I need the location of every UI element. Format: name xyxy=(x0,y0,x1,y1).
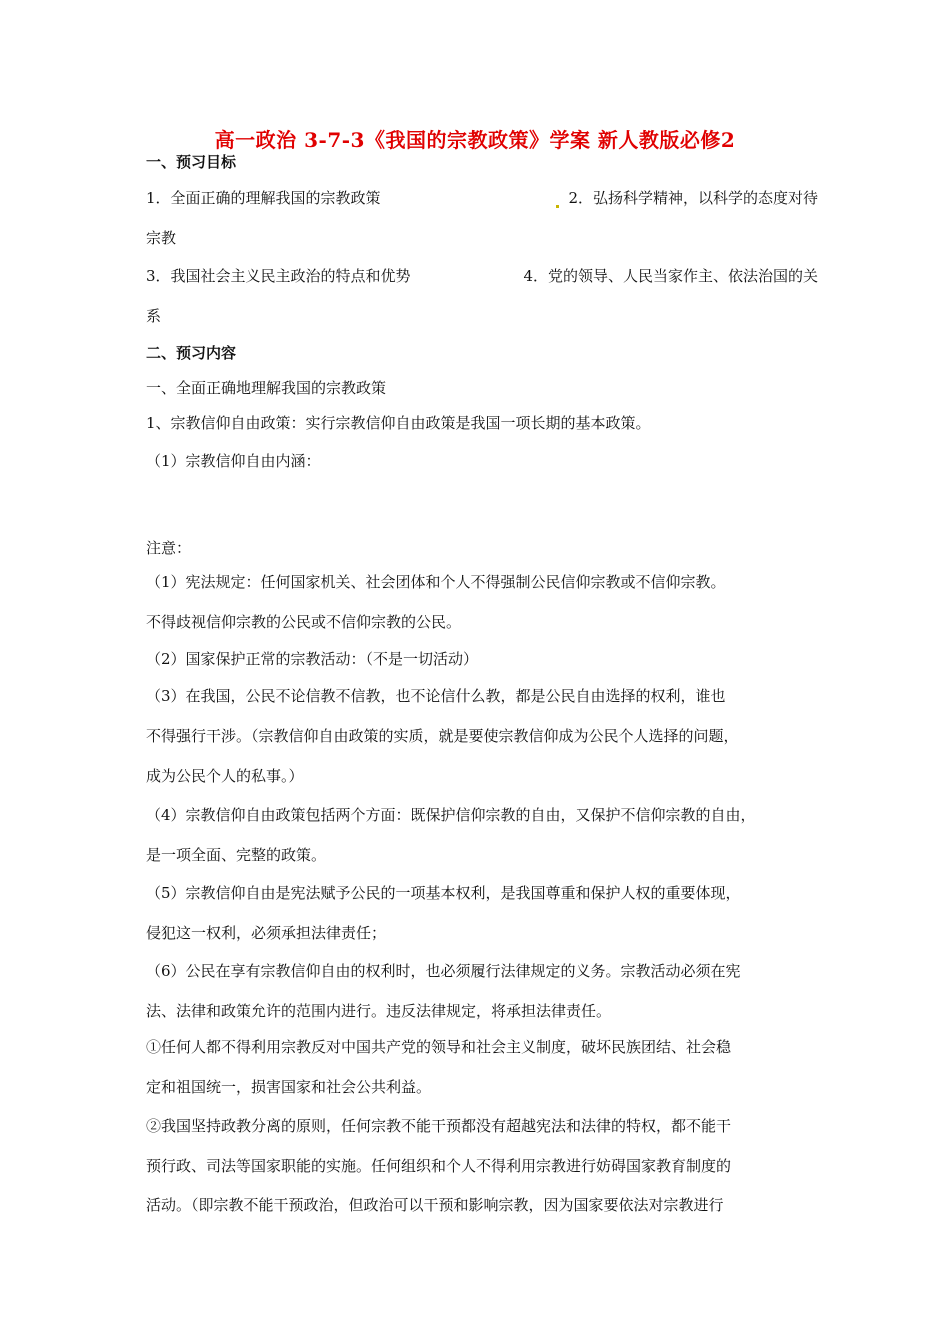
clause-2c: 活动。（即宗教不能干预政治，但政治可以干预和影响宗教，因为国家要依法对宗教进行 xyxy=(146,1196,724,1214)
goal-2-continued: 宗教 xyxy=(146,229,177,247)
clause-1a: ①任何人都不得利用宗教反对中国共产党的领导和社会主义制度，破坏民族团结、社会稳 xyxy=(146,1038,732,1056)
note-2: （2）国家保护正常的宗教活动：（不是一切活动） xyxy=(146,650,479,668)
note-6b: 法、法律和政策允许的范围内进行。违反法律规定，将承担法律责任。 xyxy=(146,1002,612,1020)
goal-1: 1．全面正确的理解我国的宗教政策 xyxy=(146,189,381,207)
clause-2b: 预行政、司法等国家职能的实施。任何组织和个人不得利用宗教进行妨碍国家教育制度的 xyxy=(146,1157,732,1175)
note-5b: 侵犯这一权利，必须承担法律责任； xyxy=(146,924,387,942)
clause-2a: ②我国坚持政教分离的原则，任何宗教不能干预都没有超越宪法和法律的特权，都不能干 xyxy=(146,1117,732,1135)
note-3c: 成为公民个人的私事。） xyxy=(146,767,304,785)
section-heading-content: 二、预习内容 xyxy=(146,344,237,362)
note-4b: 是一项全面、完整的政策。 xyxy=(146,846,327,864)
note-1b: 不得歧视信仰宗教的公民或不信仰宗教的公民。 xyxy=(146,613,462,631)
clause-1b: 定和祖国统一，损害国家和社会公共利益。 xyxy=(146,1078,432,1096)
note-3a: （3）在我国，公民不论信教不信教，也不论信什么教，都是公民自由选择的权利，谁也 xyxy=(146,687,726,705)
goal-3: 3．我国社会主义民主政治的特点和优势 xyxy=(146,267,411,285)
paragraph-meaning: （1）宗教信仰自由内涵： xyxy=(146,452,321,470)
goal-4-continued: 系 xyxy=(146,307,162,325)
goal-2: 2．弘扬科学精神，以科学的态度对待 xyxy=(568,189,818,207)
goal-4: 4．党的领导、人民当家作主、依法治国的关 xyxy=(523,267,818,285)
goals-row-2 xyxy=(146,266,818,286)
note-4a: （4）宗教信仰自由政策包括两个方面：既保护信仰宗教的自由，又保护不信仰宗教的自由， xyxy=(146,806,756,824)
section-heading-goals: 一、预习目标 xyxy=(146,153,237,171)
paragraph-policy: 1、宗教信仰自由政策：实行宗教信仰自由政策是我国一项长期的基本政策。 xyxy=(146,414,651,432)
note-1a: （1）宪法规定：任何国家机关、社会团体和个人不得强制公民信仰宗教或不信仰宗教。 xyxy=(146,573,726,591)
document-title: 高一政治 3-7-3《我国的宗教政策》学案 新人教版必修2 xyxy=(214,128,736,152)
subheading-policy: 一、全面正确地理解我国的宗教政策 xyxy=(146,379,387,397)
note-5a: （5）宗教信仰自由是宪法赋予公民的一项基本权利，是我国尊重和保护人权的重要体现， xyxy=(146,884,741,902)
goal-2-wrap xyxy=(556,188,818,208)
ink-dot xyxy=(556,205,559,208)
goals-row-1 xyxy=(146,188,818,208)
note-label: 注意： xyxy=(146,539,192,557)
note-6a: （6）公民在享有宗教信仰自由的权利时，也必须履行法律规定的义务。宗教活动必须在宪 xyxy=(146,962,741,980)
note-3b: 不得强行干涉。（宗教信仰自由政策的实质，就是要使宗教信仰成为公民个人选择的问题， xyxy=(146,727,739,745)
